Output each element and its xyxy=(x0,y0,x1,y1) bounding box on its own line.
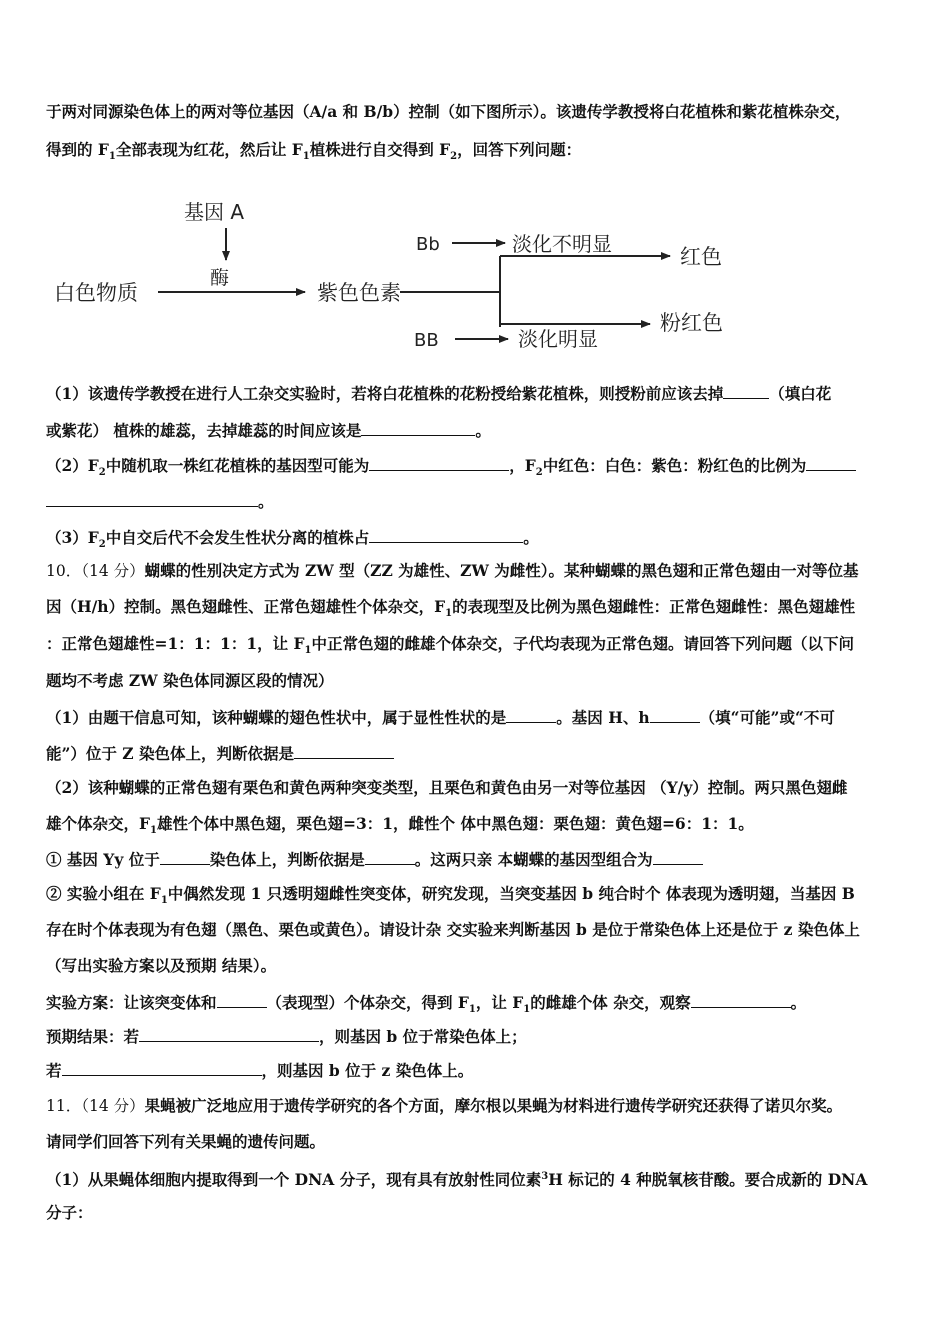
answer-blank[interactable] xyxy=(365,849,415,865)
light-fade-label: 淡化不明显 xyxy=(512,232,612,256)
answer-blank[interactable] xyxy=(62,1060,262,1076)
answer-blank[interactable] xyxy=(217,992,267,1008)
gene-pathway-diagram xyxy=(0,190,950,360)
answer-blank[interactable] xyxy=(691,992,791,1008)
q11-stem-line2: 请同学们回答下列有关果蝇的遗传问题。 xyxy=(46,1132,326,1151)
q10-part1-line2: 能”）位于 Z 染色体上，判断依据是 xyxy=(46,743,906,764)
q10-sub2-line1: ② 实验小组在 $F_1$中偶然发现 1 只透明翅雌性突变体，研究发现，当突变基因 b 纯合时个 体表现为透明翅，当基因 B xyxy=(46,884,855,907)
answer-blank[interactable] xyxy=(506,707,556,723)
answer-blank[interactable] xyxy=(369,527,523,543)
q10-sub2-line3: （写出实验方案以及预期 结果）。 xyxy=(46,956,277,975)
answer-blank[interactable] xyxy=(46,491,258,507)
q10-result-2: 若 ，则基因 b 位于 z 染色体上。 xyxy=(46,1061,474,1080)
q9-part2-line1: $(2)F_2$中随机取一株红花植株的基因型可能为 ，$F_2$中红色：白色：紫色：粉红色的比例为 xyxy=(46,455,906,483)
purple-pigment-label: 紫色色素 xyxy=(317,281,401,305)
q10-part2-line2: 雄个体杂交，$F_1$雄性个体中黑色翅，栗色翅=3：1，雌性个 体中黑色翅：栗色翅：黄色翅=6：1：1。 xyxy=(46,814,754,837)
q9-part1-line1: （1）该遗传学教授在进行人工杂交实验时，若将白花植株的花粉授给紫花植株，则授粉前应该去掉 （填白花 xyxy=(46,384,832,403)
answer-blank[interactable] xyxy=(294,743,394,759)
q10-stem-line3: ：正常色翅雄性=1：1：1：1，让 $F_1$中正常色翅的雌雄个体杂交，子代均表现为正常色翅。请回答下列问题（以下问 xyxy=(46,634,855,657)
q10-stem-line4: 题均不考虑 ZW 染色体同源区段的情况） xyxy=(46,671,334,690)
q10-sub1: ① 基因 Yy 位于 染色体上，判断依据是 。这两只亲 本蝴蝶的基因型组合为 xyxy=(46,849,906,870)
q9-part2-line2: 。 xyxy=(46,491,906,512)
answer-blank[interactable] xyxy=(723,383,769,399)
enzyme-label: 酶 xyxy=(210,267,230,289)
strong-fade-label: 淡化明显 xyxy=(518,327,598,351)
answer-blank[interactable] xyxy=(653,849,703,865)
white-substance-label: 白色物质 xyxy=(54,281,138,305)
answer-blank[interactable] xyxy=(160,849,210,865)
q10-part2-line1: （2）该种蝴蝶的正常色翅有栗色和黄色两种突变类型，且栗色和黄色由另一对等位基因 （Y/y）控制。两只黑色翅雌 xyxy=(46,778,848,797)
red-label: 红色 xyxy=(680,245,722,269)
intro-line-2: 得到的 $F_1$全部表现为红花，然后让 $F_1$植株进行自交得到 $F_2$，回答下列问题： xyxy=(46,140,582,163)
pink-label: 粉红色 xyxy=(660,311,723,335)
q10-part1-line1: （1）由题干信息可知，该种蝴蝶的翅色性状中，属于显性性状的是 。基因 H、h （填“可能”或“不可 xyxy=(46,708,835,727)
q10-result-1: 预期结果：若 ，则基因 b 位于常染色体上； xyxy=(46,1027,527,1046)
gene-a-label: 基因 A xyxy=(184,200,245,224)
q10-stem-line2: 因（H/h）控制。黑色翅雌性、正常色翅雄性个体杂交，$F_1$的表现型及比例为黑色翅雌性：正常色翅雌性：黑色翅雄性 xyxy=(46,597,856,620)
intro-line-1: 于两对同源染色体上的两对等位基因（A/a 和 B/b）控制（如下图所示）。该遗传学教授将白花植株和紫花植株杂交， xyxy=(46,102,851,121)
q11-stem-line1: 11．（14 分）果蝇被广泛地应用于遗传学研究的各个方面，摩尔根以果蝇为材料进行遗传学研究还获得了诺贝尔奖。 xyxy=(46,1096,843,1115)
q10-sub2-line2: 存在时个体表现为有色翅（黑色、栗色或黄色）。请设计杂 交实验来判断基因 b 是位于常染色体上还是位于 z 染色体上 xyxy=(46,920,860,939)
q10-plan: 实验方案：让该突变体和 （表现型）个体杂交，得到 $F_1$，让 $F_1$的雌雄个体 杂交，观察 。 xyxy=(46,993,807,1016)
answer-blank[interactable] xyxy=(806,455,856,471)
q9-part1-line2: 或紫花） 植株的雄蕊，去掉雄蕊的时间应该是 。 xyxy=(46,421,491,440)
answer-blank[interactable] xyxy=(650,707,700,723)
genotype-bb-hom-label: BB xyxy=(414,330,439,351)
q9-part3: $(3)F_2$中自交后代不会发生性状分离的植株占 。 xyxy=(46,528,539,551)
answer-blank[interactable] xyxy=(361,420,475,436)
q11-part1-line2: 分子： xyxy=(46,1203,93,1222)
q11-part1-line1: （1）从果蝇体细胞内提取得到一个 DNA 分子，现有具有放射性同位素$^3$H 标记的 4 种脱氧核苷酸。要合成新的 DNA xyxy=(46,1170,868,1190)
answer-blank[interactable] xyxy=(139,1026,319,1042)
q10-stem-line1: 10．（14 分）蝴蝶的性别决定方式为 ZW 型（ZZ 为雄性、ZW 为雌性）。某种蝴蝶的黑色翅和正常色翅由一对等位基 xyxy=(46,561,859,580)
answer-blank[interactable] xyxy=(369,455,509,471)
genotype-bb-het-label: Bb xyxy=(416,234,440,255)
